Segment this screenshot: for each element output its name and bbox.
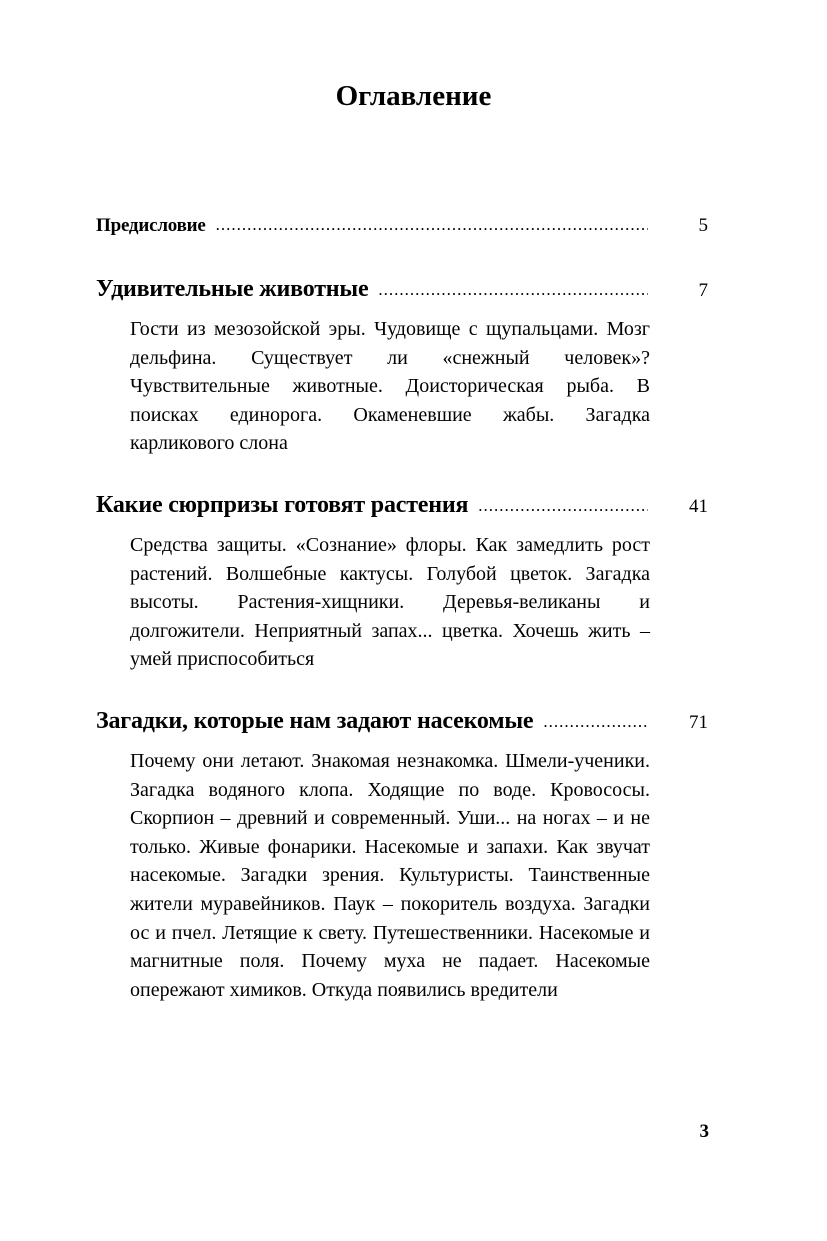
dot-leader [478, 496, 648, 516]
toc-heading[interactable]: Удивительные животные [96, 276, 369, 302]
page-number-footer: 3 [699, 1121, 709, 1142]
toc-page-number: 71 [689, 712, 708, 733]
toc-page-number: 5 [698, 215, 708, 236]
toc-row [96, 708, 708, 735]
toc-heading[interactable]: Какие сюрпризы готовят растения [96, 492, 469, 518]
toc-row [96, 492, 708, 519]
toc-heading[interactable]: Предисловие [96, 215, 206, 236]
toc-page-number: 7 [698, 280, 708, 301]
toc-row [96, 215, 708, 237]
toc-page-number: 41 [689, 496, 708, 517]
toc-entry-plants [96, 492, 708, 674]
page-title: Оглавление [335, 80, 492, 112]
toc-description: Гости из мезозойской эры. Чудовище с щупальцами. Мозг дельфина. Существует ли «снежный человек»? Чувствительные животные. Доисторическая рыба. В поисках единорога. Окаменевшие жабы. Загадка карликового слона [130, 318, 650, 455]
toc-description: Средства защиты. «Сознание» флоры. Как замедлить рост растений. Волшебные кактусы. Голубой цветок. Загадка высоты. Растения-хищники. Деревья-великаны и долгожители. Неприятный запах... цветка. Хочешь жить – умей приспособиться [130, 534, 650, 671]
toc-description: Почему они летают. Знакомая незнакомка. Шмели-ученики. Загадка водяного клопа. Ходящие по воде. Кровососы. Скорпион – древний и современный. Уши... на ногах – и не только. Живые фонарики. Насекомые и запахи. Как звучат насекомые. Загадки зрения. Культуристы. Таинственные жители муравейников. Паук – покоритель воздуха. Загадки ос и пчел. Летящие к свету. Путешественники. Насекомые и магнитные поля. Почему муха не падает. Насекомые опережают химиков. Откуда появились вредители [130, 750, 650, 1001]
toc-entry-insects [96, 708, 708, 1004]
dot-leader [378, 280, 648, 300]
dot-leader [543, 712, 648, 732]
toc-entry-preface [96, 215, 708, 237]
toc-entry-animals [96, 276, 708, 458]
dot-leader [216, 215, 648, 235]
toc-row [96, 276, 708, 303]
toc-heading[interactable]: Загадки, которые нам задают насекомые [96, 708, 534, 734]
